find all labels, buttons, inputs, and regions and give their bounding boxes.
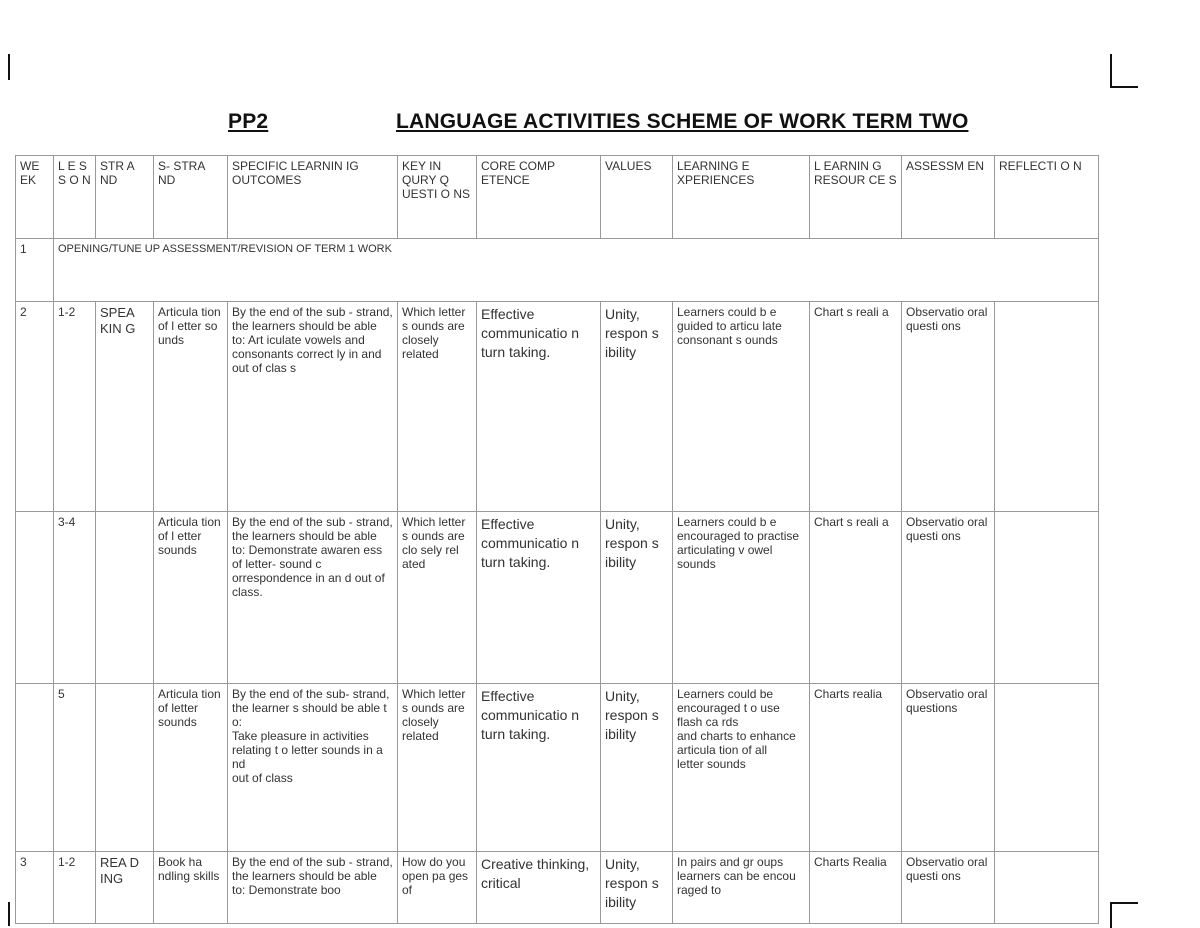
sub-strand-cell: Articula tion of l etter sounds — [154, 512, 228, 684]
reflection-cell — [995, 302, 1099, 512]
header-week: WE EK — [16, 156, 54, 239]
scheme-of-work-table — [15, 155, 1099, 924]
week-cell — [16, 684, 54, 852]
reflection-cell — [995, 852, 1099, 924]
outcomes-cell: By the end of the sub - strand, the learners should be able to: Demonstrate awaren ess of letter- sound c orrespondence in an d out of class. — [228, 512, 398, 684]
key-question-cell: Which letter s ounds are clo sely rel ated — [398, 512, 477, 684]
experiences-cell: Learners could b e guided to articu late consonant s ounds — [673, 302, 810, 512]
resources-cell: Charts realia — [810, 684, 902, 852]
values-cell: Unity, respon s ibility — [601, 852, 673, 924]
experiences-cell: Learners could be encouraged t o use flash ca rds and charts to enhance articula tion of all letter sounds — [673, 684, 810, 852]
week-cell — [16, 512, 54, 684]
lesson-cell: 3-4 — [54, 512, 96, 684]
assessment-cell: Observatio oral questi ons — [902, 512, 995, 684]
values-cell: Unity, respon s ibility — [601, 512, 673, 684]
table-header-row — [16, 156, 1099, 239]
opening-row — [16, 239, 1099, 302]
competence-cell: Effective communicatio n turn taking. — [477, 512, 601, 684]
strand-cell: SPEA KIN G — [96, 302, 154, 512]
header-sub-strand: S- STRA ND — [154, 156, 228, 239]
crop-mark-top-left — [0, 54, 10, 80]
header-experiences: LEARNING E XPERIENCES — [673, 156, 810, 239]
sub-strand-cell: Book ha ndling skills — [154, 852, 228, 924]
strand-cell: REA D ING — [96, 852, 154, 924]
resources-cell: Charts Realia — [810, 852, 902, 924]
values-cell: Unity, respon s ibility — [601, 302, 673, 512]
table-row — [16, 512, 1099, 684]
outcomes-cell: By the end of the sub- strand, the learner s should be able t o: Take pleasure in activities relating t o letter sounds in a nd out of class — [228, 684, 398, 852]
header-outcomes: SPECIFIC LEARNIN IG OUTCOMES — [228, 156, 398, 239]
resources-cell: Chart s reali a — [810, 302, 902, 512]
key-question-cell: Which letter s ounds are closely related — [398, 684, 477, 852]
resources-cell: Chart s reali a — [810, 512, 902, 684]
header-assessment: ASSESSM EN — [902, 156, 995, 239]
sub-strand-cell: Articula tion of l etter so unds — [154, 302, 228, 512]
header-strand: STR A ND — [96, 156, 154, 239]
week-cell: 3 — [16, 852, 54, 924]
page-title: LANGUAGE ACTIVITIES SCHEME OF WORK TERM TWO — [396, 110, 969, 133]
header-lesson: L E S S O N — [54, 156, 96, 239]
experiences-cell: In pairs and gr oups learners can be encou raged to — [673, 852, 810, 924]
crop-mark-bottom-right — [1110, 902, 1138, 928]
key-question-cell: Which letter s ounds are closely related — [398, 302, 477, 512]
lesson-cell: 5 — [54, 684, 96, 852]
key-question-cell: How do you open pa ges of — [398, 852, 477, 924]
assessment-cell: Observatio oral questi ons — [902, 852, 995, 924]
reflection-cell — [995, 684, 1099, 852]
header-key-question: KEY IN QURY Q UESTI O NS — [398, 156, 477, 239]
crop-mark-bottom-left — [0, 902, 10, 926]
values-cell: Unity, respon s ibility — [601, 684, 673, 852]
lesson-cell: 1-2 — [54, 852, 96, 924]
competence-cell: Effective communicatio n turn taking. — [477, 684, 601, 852]
header-competence: CORE COMP ETENCE — [477, 156, 601, 239]
week-cell: 2 — [16, 302, 54, 512]
header-resources: L EARNIN G RESOUR CE S — [810, 156, 902, 239]
competence-cell: Creative thinking, critical — [477, 852, 601, 924]
assessment-cell: Observatio oral questions — [902, 684, 995, 852]
experiences-cell: Learners could b e encouraged to practise articulating v owel sounds — [673, 512, 810, 684]
class-title: PP2 — [228, 110, 269, 133]
competence-cell: Effective communicatio n turn taking. — [477, 302, 601, 512]
outcomes-cell: By the end of the sub - strand, the learners should be able to: Demonstrate boo — [228, 852, 398, 924]
table-row — [16, 684, 1099, 852]
strand-cell — [96, 684, 154, 852]
table-row — [16, 852, 1099, 924]
reflection-cell — [995, 512, 1099, 684]
opening-text: OPENING/TUNE UP ASSESSMENT/REVISION OF TERM 1 WORK — [54, 239, 1099, 302]
header-reflection: REFLECTI O N — [995, 156, 1099, 239]
header-values: VALUES — [601, 156, 673, 239]
sub-strand-cell: Articula tion of letter sounds — [154, 684, 228, 852]
strand-cell — [96, 512, 154, 684]
outcomes-cell: By the end of the sub - strand, the learners should be able to: Art iculate vowels and consonants correct ly in and out of clas s — [228, 302, 398, 512]
lesson-cell: 1-2 — [54, 302, 96, 512]
assessment-cell: Observatio oral questi ons — [902, 302, 995, 512]
week-cell: 1 — [16, 239, 54, 302]
table-row — [16, 302, 1099, 512]
crop-mark-top-right — [1110, 54, 1138, 88]
